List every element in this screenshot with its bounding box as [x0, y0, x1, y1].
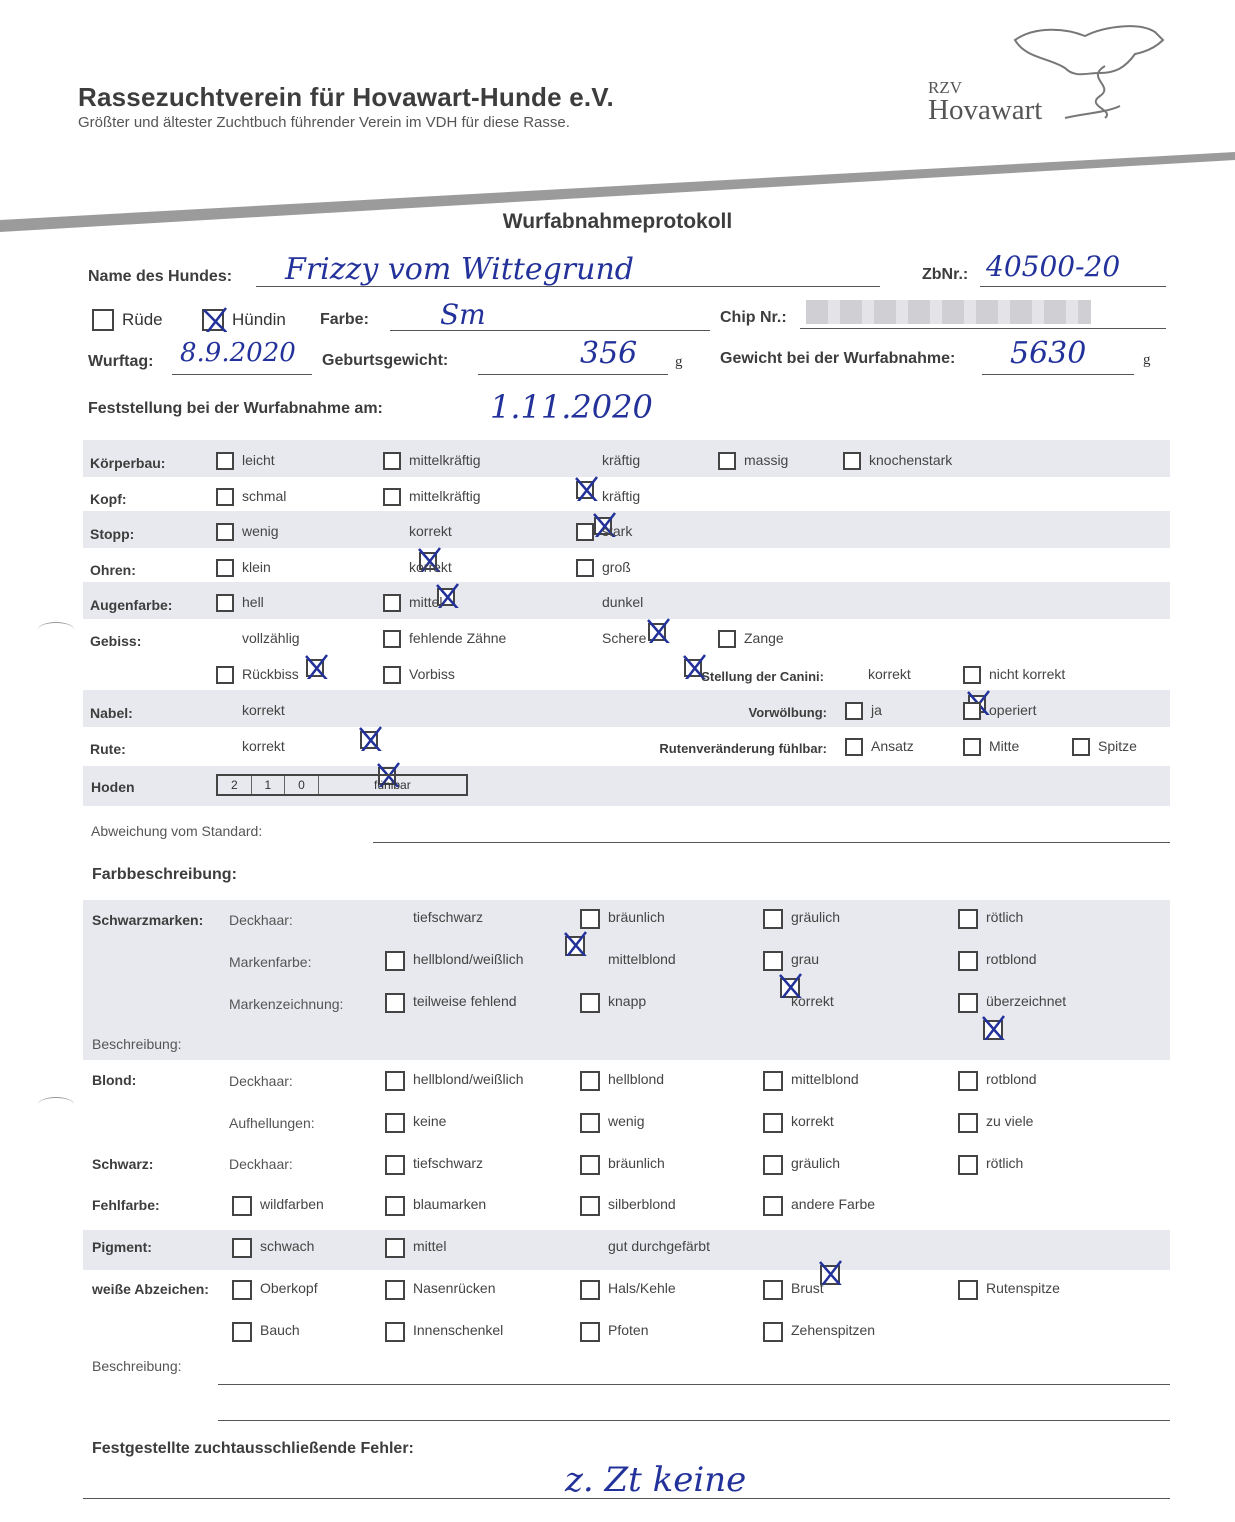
- row3-opt2-label: groß: [602, 559, 631, 575]
- farb-bl_deck-opt3-checkbox[interactable]: [958, 1071, 978, 1091]
- row-label-4: Augenfarbe:: [90, 597, 173, 613]
- farb-bl_auf-opt1-checkbox[interactable]: [580, 1113, 600, 1133]
- farb-beschreibung-label: Beschreibung:: [92, 1358, 182, 1374]
- logo-name: Hovawart: [928, 94, 1043, 126]
- weiss1-opt2-label: Hals/Kehle: [608, 1280, 676, 1296]
- geburtsgewicht-field[interactable]: [478, 340, 668, 375]
- farb-sm_deck-opt1-label: bräunlich: [608, 909, 665, 925]
- farb-bl_deck-opt0-checkbox[interactable]: [385, 1071, 405, 1091]
- row0-opt3-label: massig: [744, 452, 789, 468]
- row8-opt0-label: korrekt: [242, 738, 285, 754]
- row6-opt1-checkbox[interactable]: [383, 666, 401, 684]
- ruede-checkbox[interactable]: [92, 309, 114, 331]
- weiss1-opt2-checkbox[interactable]: [580, 1280, 600, 1300]
- farb-bl_auf-opt3-checkbox[interactable]: [958, 1113, 978, 1133]
- fehl-opt0-checkbox[interactable]: [232, 1196, 252, 1216]
- fehl-opt0-label: wildfarben: [260, 1196, 324, 1212]
- farb-sm_deck-opt2-label: gräulich: [791, 909, 841, 925]
- row5-opt0-label: vollzählig: [242, 630, 300, 646]
- logo-rzv: RZV: [928, 78, 962, 97]
- abweichung-label: Abweichung vom Standard:: [91, 823, 263, 839]
- row8-extra1-label: Mitte: [989, 738, 1020, 754]
- fehl-opt1-checkbox[interactable]: [385, 1196, 405, 1216]
- hoden-box[interactable]: [216, 774, 468, 796]
- sm-markenzeichnung-label: Markenzeichnung:: [229, 996, 344, 1012]
- sm-deckhaar-label: Deckhaar:: [229, 912, 293, 928]
- gram-unit-2: g: [1143, 352, 1151, 368]
- farb-bl_deck-opt1-label: hellblond: [608, 1071, 665, 1087]
- org-name: Rassezuchtverein für Hovawart-Hunde e.V.: [78, 82, 614, 112]
- row6-extra1-checkbox[interactable]: [963, 666, 981, 684]
- wurftag-value: 8.9.2020: [180, 338, 296, 368]
- wurftag-label: Wurftag:: [88, 353, 154, 370]
- farb-sm_zeich-opt1-checkbox[interactable]: [580, 993, 600, 1013]
- fehler-value: z. Zt keine: [565, 1460, 747, 1500]
- farb-sm_deck-opt1-checkbox[interactable]: [580, 909, 600, 929]
- weisse-label: weiße Abzeichen:: [92, 1281, 209, 1297]
- huendin-checkbox[interactable]: [202, 309, 224, 331]
- row6-opt0-label: Rückbiss: [242, 666, 299, 682]
- row3-opt2-checkbox[interactable]: [576, 559, 594, 577]
- row7-extra1-checkbox[interactable]: [963, 702, 981, 720]
- row5-opt3-checkbox[interactable]: [718, 630, 736, 648]
- weiss2-opt2-label: Pfoten: [608, 1322, 649, 1338]
- farb-sm_zeich-opt0-label: teilweise fehlend: [413, 993, 517, 1009]
- row8-extra0-checkbox[interactable]: [845, 738, 863, 756]
- farb-sm_marken-opt2-label: grau: [791, 951, 820, 967]
- check-x-icon: [573, 475, 599, 501]
- row5-opt0-checkbox[interactable]: [306, 659, 324, 677]
- row4-opt1-checkbox[interactable]: [383, 594, 401, 612]
- weiss2-opt2-checkbox[interactable]: [580, 1322, 600, 1342]
- row2-opt2-checkbox[interactable]: [576, 523, 594, 541]
- weiss2-opt0-checkbox[interactable]: [232, 1322, 252, 1342]
- row1-opt0-label: schmal: [242, 488, 287, 504]
- farb-sm_deck-opt2-checkbox[interactable]: [763, 909, 783, 929]
- row4-opt1-label: mittel: [409, 594, 443, 610]
- farb-sm_zeich-opt2-checkbox[interactable]: [983, 1020, 1003, 1040]
- chip-label: Chip Nr.:: [720, 309, 787, 326]
- row4-opt0-checkbox[interactable]: [216, 594, 234, 612]
- sm-markenfarbe-label: Markenfarbe:: [229, 954, 312, 970]
- bl-deckhaar-label: Deckhaar:: [229, 1073, 293, 1089]
- extra-label-8: Rutenveränderung fühlbar:: [659, 741, 827, 756]
- zbnr-label: ZbNr.:: [922, 266, 969, 283]
- farb-sw_deck-opt1-label: bräunlich: [608, 1155, 665, 1171]
- row3-opt0-checkbox[interactable]: [216, 559, 234, 577]
- document-title: Wurfabnahmeprotokoll: [502, 210, 733, 233]
- row-label-3: Ohren:: [90, 562, 136, 578]
- fehlfarbe-label: Fehlfarbe:: [92, 1197, 160, 1213]
- row0-opt2-checkbox[interactable]: [576, 481, 594, 499]
- blond-label: Blond:: [92, 1072, 137, 1088]
- row-label-7: Nabel:: [90, 705, 133, 721]
- row6-extra0-label: korrekt: [868, 666, 911, 682]
- farb-sw_deck-opt1-checkbox[interactable]: [580, 1155, 600, 1175]
- hoden-cell[interactable]: fühlbar: [374, 778, 411, 792]
- fehl-opt3-checkbox[interactable]: [763, 1196, 783, 1216]
- farb-bl_auf-opt2-checkbox[interactable]: [763, 1113, 783, 1133]
- pig-opt1-label: mittel: [413, 1238, 447, 1254]
- feststellung-label: Feststellung bei der Wurfabnahme am:: [88, 400, 383, 417]
- row7-extra0-label: ja: [871, 702, 882, 718]
- row0-opt0-label: leicht: [242, 452, 275, 468]
- row-label-0: Körperbau:: [90, 455, 166, 471]
- farb-sm_zeich-opt3-label: überzeichnet: [986, 993, 1067, 1009]
- farb-sw_deck-opt2-checkbox[interactable]: [763, 1155, 783, 1175]
- row1-opt1-label: mittelkräftig: [409, 488, 481, 504]
- row4-opt2-label: dunkel: [602, 594, 644, 610]
- gram-unit: g: [675, 354, 683, 370]
- farb-bl_auf-opt3-label: zu viele: [986, 1113, 1034, 1129]
- pig-opt1-checkbox[interactable]: [385, 1238, 405, 1258]
- weiss2-opt3-checkbox[interactable]: [763, 1322, 783, 1342]
- extra-label-6: Stellung der Canini:: [701, 669, 824, 684]
- row3-opt0-label: klein: [242, 559, 271, 575]
- bl-aufhellungen-label: Aufhellungen:: [229, 1115, 315, 1131]
- farb-sm_marken-opt3-label: rotblond: [986, 951, 1037, 967]
- row2-opt0-checkbox[interactable]: [216, 523, 234, 541]
- check-x-icon: [201, 306, 227, 332]
- row3-opt1-label: korrekt: [409, 559, 452, 575]
- farb-bl_deck-opt2-checkbox[interactable]: [763, 1071, 783, 1091]
- row2-opt2-label: stark: [602, 523, 633, 539]
- farb-sm_marken-opt1-label: mittelblond: [608, 951, 676, 967]
- org-subtitle: Größter und ältester Zuchtbuch führender Verein im VDH für diese Rasse.: [78, 114, 570, 131]
- row5-opt2-checkbox[interactable]: [684, 659, 702, 677]
- hoden-cell[interactable]: 1: [252, 776, 286, 794]
- weiss2-opt1-label: Innenschenkel: [413, 1322, 504, 1338]
- farb-sm_deck-opt3-checkbox[interactable]: [958, 909, 978, 929]
- row5-opt1-label: fehlende Zähne: [409, 630, 507, 646]
- farbe-label: Farbe:: [320, 311, 369, 328]
- weiss1-opt4-label: Rutenspitze: [986, 1280, 1060, 1296]
- row7-extra1-label: operiert: [989, 702, 1037, 718]
- row5-opt2-label: Schere: [602, 630, 647, 646]
- weiss2-opt3-label: Zehenspitzen: [791, 1322, 876, 1338]
- row8-extra0-label: Ansatz: [871, 738, 914, 754]
- chip-blurred: [806, 300, 1091, 324]
- row0-opt4-label: knochenstark: [869, 452, 953, 468]
- punch-hole-mark: [38, 622, 74, 637]
- row0-opt4-checkbox[interactable]: [843, 452, 861, 470]
- check-x-icon: [357, 725, 383, 751]
- row2-opt1-label: korrekt: [409, 523, 452, 539]
- row4-opt2-checkbox[interactable]: [648, 623, 666, 641]
- ruede-label: Rüde: [122, 310, 163, 329]
- farb-sm_deck-opt3-label: rötlich: [986, 909, 1024, 925]
- fehl-opt3-label: andere Farbe: [791, 1196, 876, 1212]
- feststellung-value: 1.11.2020: [490, 388, 653, 426]
- weiss1-opt1-label: Nasenrücken: [413, 1280, 496, 1296]
- hoden-cell[interactable]: 0: [285, 776, 319, 794]
- farb-sm_marken-opt2-checkbox[interactable]: [763, 951, 783, 971]
- geburtsgewicht-label: Geburtsgewicht:: [322, 352, 449, 369]
- farb-bl_auf-opt0-checkbox[interactable]: [385, 1113, 405, 1133]
- row0-opt0-checkbox[interactable]: [216, 452, 234, 470]
- geburtsgewicht-value: 356: [580, 336, 638, 371]
- row0-opt1-checkbox[interactable]: [383, 452, 401, 470]
- farb-bl_auf-opt0-label: keine: [413, 1113, 447, 1129]
- row8-extra2-label: Spitze: [1098, 738, 1137, 754]
- fehl-opt2-label: silberblond: [608, 1196, 676, 1212]
- row0-opt1-label: mittelkräftig: [409, 452, 481, 468]
- farb-bl_auf-opt2-label: korrekt: [791, 1113, 834, 1129]
- pigment-label: Pigment:: [92, 1239, 152, 1255]
- pig-opt2-label: gut durchgefärbt: [608, 1238, 710, 1254]
- farb-sw_deck-opt0-label: tiefschwarz: [413, 1155, 484, 1171]
- farb-bl_deck-opt3-label: rotblond: [986, 1071, 1037, 1087]
- farb-bl_deck-opt0-label: hellblond/weißlich: [413, 1071, 524, 1087]
- pig-opt0-checkbox[interactable]: [232, 1238, 252, 1258]
- farb-sm_zeich-opt0-checkbox[interactable]: [385, 993, 405, 1013]
- sm-beschreibung-label: Beschreibung:: [92, 1036, 182, 1052]
- row0-opt2-label: kräftig: [602, 452, 641, 468]
- farbe-value: Sm: [440, 298, 486, 331]
- farbe-field[interactable]: [390, 300, 710, 331]
- row-label-2: Stopp:: [90, 526, 135, 542]
- row-label-5: Gebiss:: [90, 633, 142, 649]
- row2-opt0-label: wenig: [242, 523, 279, 539]
- fehler-label: Festgestellte zuchtausschließende Fehler:: [92, 1440, 414, 1457]
- check-x-icon: [303, 653, 329, 679]
- farb-beschreibung-field[interactable]: [218, 1360, 1170, 1385]
- gewicht-label: Gewicht bei der Wurfabnahme:: [720, 350, 956, 367]
- sw-deckhaar-label: Deckhaar:: [229, 1156, 293, 1172]
- abweichung-field[interactable]: [373, 820, 1170, 843]
- farb-beschreibung-field-2[interactable]: [218, 1396, 1170, 1421]
- farb-bl_deck-opt1-checkbox[interactable]: [580, 1071, 600, 1091]
- name-value: Frizzy vom Wittegrund: [285, 252, 634, 287]
- row5-opt1-checkbox[interactable]: [383, 630, 401, 648]
- row8-extra1-checkbox[interactable]: [963, 738, 981, 756]
- farb-sm_zeich-opt3-checkbox[interactable]: [958, 993, 978, 1013]
- pig-opt0-label: schwach: [260, 1238, 315, 1254]
- row7-opt0-label: korrekt: [242, 702, 285, 718]
- farb-sm_deck-opt0-checkbox[interactable]: [565, 936, 585, 956]
- row1-opt1-checkbox[interactable]: [383, 488, 401, 506]
- weiss1-opt3-checkbox[interactable]: [763, 1280, 783, 1300]
- fehl-opt1-label: blaumarken: [413, 1196, 487, 1212]
- check-x-icon: [645, 617, 671, 643]
- weiss1-opt0-checkbox[interactable]: [232, 1280, 252, 1300]
- farb-sw_deck-opt0-checkbox[interactable]: [385, 1155, 405, 1175]
- row8-extra2-checkbox[interactable]: [1072, 738, 1090, 756]
- row1-opt0-checkbox[interactable]: [216, 488, 234, 506]
- hoden-cell[interactable]: 2: [218, 776, 252, 794]
- zbnr-value: 40500-20: [986, 250, 1121, 283]
- row4-opt0-label: hell: [242, 594, 264, 610]
- row6-opt1-label: Vorbiss: [409, 666, 455, 682]
- farb-bl_deck-opt2-label: mittelblond: [791, 1071, 859, 1087]
- row-label-1: Kopf:: [90, 491, 127, 507]
- farb-sw_deck-opt3-label: rötlich: [986, 1155, 1024, 1171]
- weiss1-opt4-checkbox[interactable]: [958, 1280, 978, 1300]
- row6-opt0-checkbox[interactable]: [216, 666, 234, 684]
- farb-sm_zeich-opt1-label: knapp: [608, 993, 647, 1009]
- gewicht-value: 5630: [1010, 336, 1087, 371]
- farb-sm_marken-opt0-checkbox[interactable]: [385, 951, 405, 971]
- row-label-8: Rute:: [90, 741, 126, 757]
- row7-extra0-checkbox[interactable]: [845, 702, 863, 720]
- farb-heading: Farbbeschreibung:: [92, 866, 237, 883]
- row0-opt3-checkbox[interactable]: [718, 452, 736, 470]
- schwarzmarken-label: Schwarzmarken:: [92, 912, 204, 928]
- row7-opt0-checkbox[interactable]: [360, 731, 378, 749]
- punch-hole-mark: [38, 1097, 74, 1112]
- weiss2-opt1-checkbox[interactable]: [385, 1322, 405, 1342]
- farb-sm_marken-opt0-label: hellblond/weißlich: [413, 951, 524, 967]
- schwarz-label: Schwarz:: [92, 1156, 154, 1172]
- farb-sm_marken-opt3-checkbox[interactable]: [958, 951, 978, 971]
- weiss1-opt0-label: Oberkopf: [260, 1280, 318, 1296]
- farb-sm_deck-opt0-label: tiefschwarz: [413, 909, 484, 925]
- weiss2-opt0-label: Bauch: [260, 1322, 300, 1338]
- row1-opt2-label: kräftig: [602, 488, 641, 504]
- huendin-label: Hündin: [232, 310, 286, 329]
- weiss1-opt1-checkbox[interactable]: [385, 1280, 405, 1300]
- extra-label-7: Vorwölbung:: [748, 705, 827, 720]
- weiss1-opt3-label: Brust: [791, 1280, 824, 1296]
- farb-sm_zeich-opt2-label: korrekt: [791, 993, 834, 1009]
- farb-sw_deck-opt2-label: gräulich: [791, 1155, 841, 1171]
- row6-extra1-label: nicht korrekt: [989, 666, 1066, 682]
- farb-sw_deck-opt3-checkbox[interactable]: [958, 1155, 978, 1175]
- hoden-label: Hoden: [91, 779, 135, 795]
- name-label: Name des Hundes:: [88, 268, 233, 285]
- farb-bl_auf-opt1-label: wenig: [608, 1113, 645, 1129]
- fehl-opt2-checkbox[interactable]: [580, 1196, 600, 1216]
- row5-opt3-label: Zange: [744, 630, 784, 646]
